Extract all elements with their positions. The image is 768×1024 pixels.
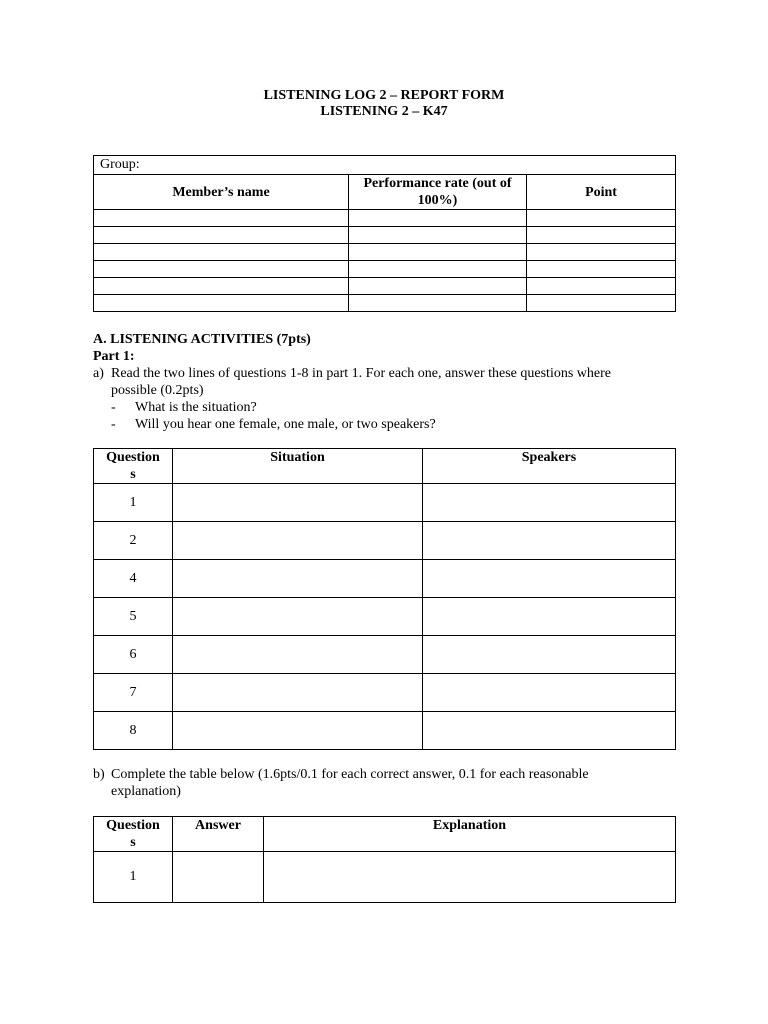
question-number-cell: 4 (94, 560, 173, 598)
situation-cell[interactable] (173, 712, 423, 750)
table-row (94, 261, 676, 278)
bullet-situation: What is the situation? (135, 400, 257, 415)
bullet-marker: - (111, 400, 116, 415)
column-header-questions: Question s (94, 449, 173, 484)
member-name-cell[interactable] (94, 210, 349, 227)
point-cell[interactable] (527, 210, 676, 227)
bullet-marker: - (111, 417, 116, 432)
column-header-questions: Question s (94, 817, 173, 852)
speakers-cell[interactable] (423, 674, 676, 712)
member-name-cell[interactable] (94, 295, 349, 312)
performance-rate-cell[interactable] (349, 278, 527, 295)
item-a-text-line2: possible (0.2pts) (111, 383, 204, 398)
question-number-cell: 5 (94, 598, 173, 636)
group-members-table (93, 155, 676, 312)
section-a-heading: A. LISTENING ACTIVITIES (7pts) (93, 332, 311, 347)
question-number-cell: 2 (94, 522, 173, 560)
item-b-marker: b) (93, 767, 105, 782)
point-cell[interactable] (527, 295, 676, 312)
speakers-cell[interactable] (423, 598, 676, 636)
item-a-marker: a) (93, 366, 104, 381)
table-row (94, 674, 676, 712)
performance-rate-cell[interactable] (349, 227, 527, 244)
situation-cell[interactable] (173, 522, 423, 560)
column-header-speakers: Speakers (423, 449, 676, 484)
column-header-member-name: Member’s name (94, 175, 349, 210)
speakers-cell[interactable] (423, 560, 676, 598)
item-b-text-line1: Complete the table below (1.6pts/0.1 for each correct answer, 0.1 for each reasonable (111, 767, 589, 782)
table-row (94, 210, 676, 227)
group-label-cell: Group: (94, 156, 676, 175)
member-name-cell[interactable] (94, 278, 349, 295)
situation-cell[interactable] (173, 598, 423, 636)
performance-rate-cell[interactable] (349, 210, 527, 227)
document-subtitle: LISTENING 2 – K47 (320, 104, 448, 119)
point-cell[interactable] (527, 244, 676, 261)
table-row (94, 636, 676, 674)
performance-rate-cell[interactable] (349, 261, 527, 278)
member-name-cell[interactable] (94, 261, 349, 278)
item-b-text-line2: explanation) (111, 784, 181, 799)
answer-cell[interactable] (173, 852, 264, 903)
performance-rate-cell[interactable] (349, 295, 527, 312)
question-number-cell: 1 (94, 852, 173, 903)
column-header-situation: Situation (173, 449, 423, 484)
column-header-point: Point (527, 175, 676, 210)
member-name-cell[interactable] (94, 244, 349, 261)
question-number-cell: 6 (94, 636, 173, 674)
point-cell[interactable] (527, 261, 676, 278)
question-number-cell: 1 (94, 484, 173, 522)
situation-cell[interactable] (173, 674, 423, 712)
table-row (94, 852, 676, 903)
column-header-performance-rate: Performance rate (out of 100%) (349, 175, 527, 210)
point-cell[interactable] (527, 227, 676, 244)
bullet-speakers: Will you hear one female, one male, or two speakers? (135, 417, 436, 432)
table-row (94, 278, 676, 295)
speakers-cell[interactable] (423, 636, 676, 674)
column-header-answer: Answer (173, 817, 264, 852)
table-row (94, 227, 676, 244)
situation-speakers-table (93, 448, 676, 750)
part1-heading: Part 1: (93, 349, 135, 364)
speakers-cell[interactable] (423, 522, 676, 560)
table-row (94, 484, 676, 522)
table-row (94, 598, 676, 636)
situation-cell[interactable] (173, 484, 423, 522)
item-a-text-line1: Read the two lines of questions 1-8 in part 1. For each one, answer these questions where (111, 366, 611, 381)
point-cell[interactable] (527, 278, 676, 295)
question-number-cell: 7 (94, 674, 173, 712)
document-title: LISTENING LOG 2 – REPORT FORM (263, 88, 505, 103)
member-name-cell[interactable] (94, 227, 349, 244)
table-row (94, 244, 676, 261)
speakers-cell[interactable] (423, 484, 676, 522)
situation-cell[interactable] (173, 636, 423, 674)
answer-explanation-table (93, 816, 676, 903)
table-row (94, 712, 676, 750)
column-header-explanation: Explanation (264, 817, 676, 852)
table-row (94, 522, 676, 560)
table-row (94, 295, 676, 312)
explanation-cell[interactable] (264, 852, 676, 903)
situation-cell[interactable] (173, 560, 423, 598)
question-number-cell: 8 (94, 712, 173, 750)
performance-rate-cell[interactable] (349, 244, 527, 261)
table-row (94, 560, 676, 598)
speakers-cell[interactable] (423, 712, 676, 750)
